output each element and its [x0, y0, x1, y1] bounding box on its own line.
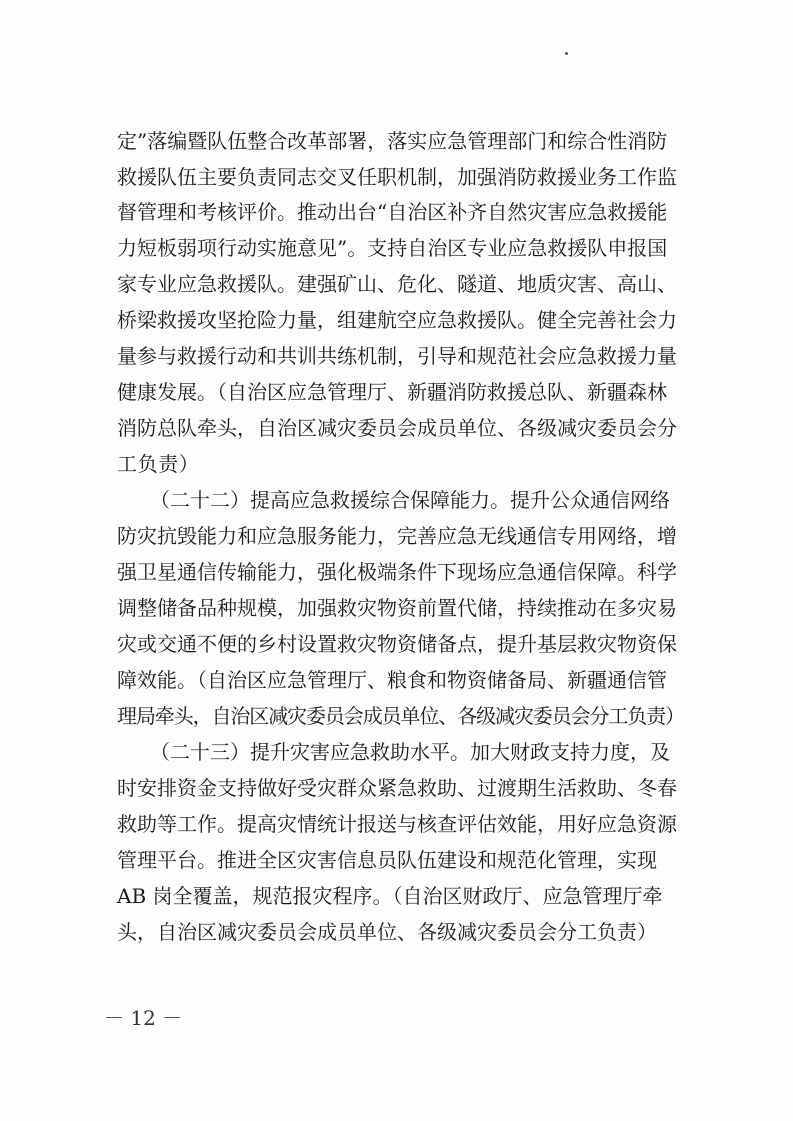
text-line: 量参与救援行动和共训共练机制，引导和规范社会应急救援力量 — [117, 344, 677, 368]
text-line: 障效能。（自治区应急管理厅、粮食和物资储备局、新疆通信管 — [117, 668, 667, 692]
text-line: 督管理和考核评价。推动出台“自治区补齐自然灾害应急救援能 — [117, 200, 668, 224]
scan-speck — [565, 52, 568, 55]
text-line: 调整储备品种规模，加强救灾物资前置代储，持续推动在多灾易 — [117, 596, 677, 620]
text-line: 工负责） — [117, 452, 200, 476]
text-line: 家专业应急救援队。建强矿山、危化、隧道、地质灾害、高山、 — [117, 272, 677, 296]
text-line: 防灾抗毁能力和应急服务能力，完善应急无线通信专用网络，增 — [117, 524, 677, 548]
text-line: 时安排资金支持做好受灾群众紧急救助、过渡期生活救助、冬春 — [117, 776, 677, 800]
text-line: 力短板弱项行动实施意见”。支持自治区专业应急救援队申报国 — [117, 236, 668, 260]
text-line: 理局牵头，自治区减灾委员会成员单位、各级减灾委员会分工负责） — [117, 704, 684, 728]
text-line: 头，自治区减灾委员会成员单位、各级减灾委员会分工负责） — [117, 920, 657, 944]
text-line: 健康发展。（自治区应急管理厅、新疆消防救援总队、新疆森林 — [117, 380, 667, 404]
section-heading-line: （二十三）提升灾害应急救助水平。加大财政支持力度，及 — [150, 740, 670, 764]
page-number: － 12 － — [104, 1006, 183, 1030]
section-heading-line: （二十二）提高应急救援综合保障能力。提升公众通信网络 — [150, 488, 670, 512]
text-line: 桥梁救援攻坚抢险力量，组建航空应急救援队。健全完善社会力 — [117, 308, 677, 332]
text-line: AB 岗全覆盖，规范报灾程序。（自治区财政厅、应急管理厅牵 — [117, 884, 663, 908]
text-line: 强卫星通信传输能力，强化极端条件下现场应急通信保障。科学 — [117, 560, 677, 584]
text-line: 救援队伍主要负责同志交叉任职机制，加强消防救援业务工作监 — [117, 165, 677, 189]
text-line: 消防总队牵头，自治区减灾委员会成员单位、各级减灾委员会分 — [117, 416, 677, 440]
text-line: 灾或交通不便的乡村设置救灾物资储备点，提升基层救灾物资保 — [117, 632, 677, 656]
text-line: 救助等工作。提高灾情统计报送与核查评估效能，用好应急资源 — [117, 812, 677, 836]
text-line: 定”落编暨队伍整合改革部署，落实应急管理部门和综合性消防 — [117, 129, 668, 153]
text-line: 管理平台。推进全区灾害信息员队伍建设和规范化管理，实现 — [117, 848, 657, 872]
